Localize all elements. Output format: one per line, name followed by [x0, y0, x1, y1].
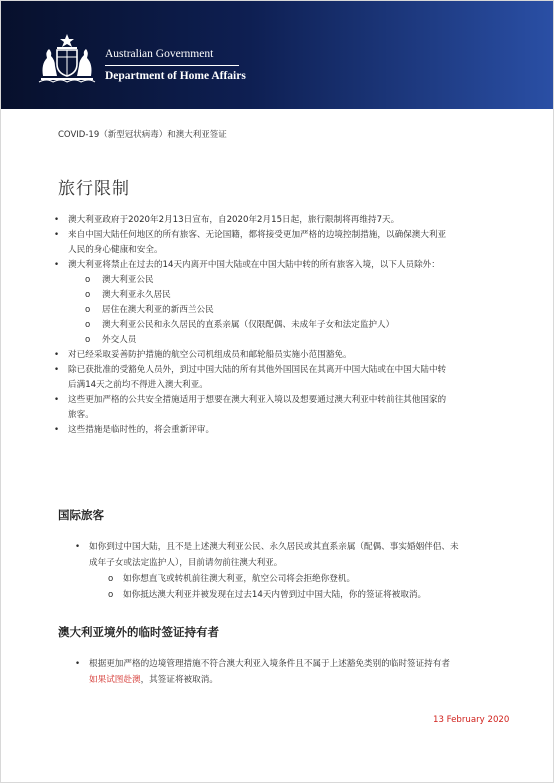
- sub-list-item: o 如你抵达澳大利亚并被发现在过去14天内曾到过中国大陆，你的签证将被取消。: [89, 587, 519, 603]
- exception-item: o 澳大利亚永久居民: [54, 288, 504, 303]
- bullet-icon: •: [54, 215, 60, 225]
- bullet-icon: •: [75, 659, 81, 669]
- coat-of-arms-logo: [35, 32, 99, 86]
- sub-list-item: o 如你想直飞或转机前往澳大利亚，航空公司将会拒绝你登机。: [89, 571, 519, 587]
- list-item: • 除已获批准的受豁免人员外，到过中国大陆的所有其他外国国民在其离开中国大陆或在中国大陆中转 后满14天之前均不得进入澳大利亚。: [54, 365, 447, 390]
- exception-item: o 澳大利亚公民和永久居民的直系亲属（仅限配偶、未成年子女和法定监护人）: [54, 318, 504, 333]
- document-subject: COVID-19（新型冠状病毒）和澳大利亚签证: [58, 130, 227, 140]
- document-date: 13 February 2020: [433, 715, 510, 725]
- bullet-icon: •: [75, 542, 81, 552]
- international-travellers-list: [75, 539, 519, 603]
- list-item: • 如你到过中国大陆，且不是上述澳大利亚公民、永久居民或其直系亲属（配偶、事实婚姻伴侣、未 成年子女或法定监护人），目前请勿前往澳大利亚。: [89, 539, 519, 571]
- list-item: • 澳大利亚政府于2020年2月13日宣布，自2020年2月15日起，旅行限制将再维持7天。: [54, 213, 504, 228]
- bullet-icon: •: [54, 230, 60, 240]
- exception-item: o 居住在澳大利亚的新西兰公民: [54, 303, 504, 318]
- circle-bullet-icon: o: [108, 574, 114, 584]
- circle-bullet-icon: o: [108, 590, 114, 600]
- bullet-icon: •: [54, 350, 60, 360]
- bullet-icon: •: [54, 260, 60, 270]
- circle-bullet-icon: o: [85, 275, 91, 285]
- circle-bullet-icon: o: [85, 290, 91, 300]
- government-name: Australian Government: [105, 48, 214, 60]
- exception-item: o 外交人员: [54, 333, 504, 348]
- government-wordmark: [105, 47, 246, 83]
- list-item: • 澳大利亚将禁止在过去的14天内离开中国大陆或在中国大陆中转的所有旅客入境，以下人员除外：: [54, 258, 504, 273]
- highlighted-text: 如果试图赴澳: [89, 675, 141, 685]
- temporary-visa-holders-list: [75, 656, 519, 688]
- circle-bullet-icon: o: [85, 335, 91, 345]
- wordmark-divider: [105, 65, 239, 66]
- page-title: 旅行限制: [58, 179, 130, 199]
- bullet-icon: •: [54, 365, 60, 375]
- travel-restrictions-list: [54, 213, 504, 438]
- section-heading-temporary-visa-holders: 澳大利亚境外的临时签证持有者: [58, 625, 219, 639]
- bullet-icon: •: [54, 425, 60, 435]
- list-item: • 这些措施是临时性的，将会重新评审。: [54, 423, 504, 438]
- header-banner: [1, 1, 553, 109]
- circle-bullet-icon: o: [85, 305, 91, 315]
- list-item: • 对已经采取妥善防护措施的航空公司机组成员和邮轮船员实施小范围豁免。: [54, 348, 504, 363]
- list-item: • 这些更加严格的公共安全措施适用于想要在澳大利亚入境以及想要通过澳大利亚中转前往其他国家的 旅客。: [54, 395, 447, 420]
- list-item: • 根据更加严格的边境管理措施不符合澳大利亚入境条件且不属于上述豁免类别的临时签证持有者 如果试图赴澳，其签证将被取消。: [89, 656, 519, 688]
- bullet-icon: •: [54, 395, 60, 405]
- circle-bullet-icon: o: [85, 320, 91, 330]
- list-item: • 来自中国大陆任何地区的所有旅客、无论国籍，都将接受更加严格的边境控制措施，以确保澳大利亚 人民的身心健康和安全。: [54, 230, 447, 255]
- department-name: Department of Home Affairs: [105, 70, 246, 82]
- section-heading-international-travellers: 国际旅客: [58, 508, 104, 522]
- exception-item: o 澳大利亚公民: [54, 273, 504, 288]
